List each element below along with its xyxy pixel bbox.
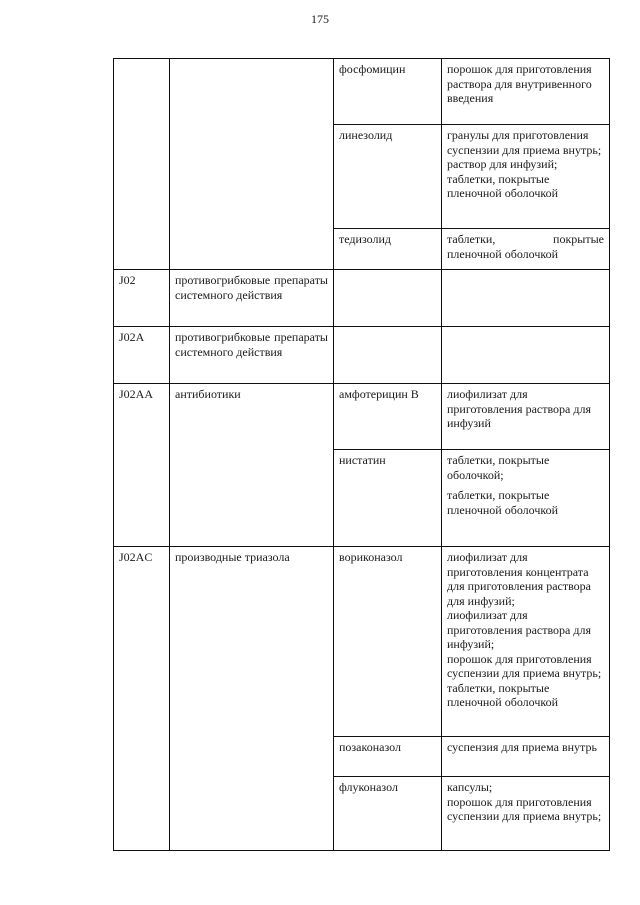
atc-name-cell: противогрибковые препараты системного действия: [170, 327, 334, 384]
dosage-form-cell: [442, 384, 610, 450]
dosage-form-cell: [442, 229, 610, 270]
drug-name-cell: флуконазол: [334, 777, 442, 851]
dosage-form-cell: [442, 270, 610, 327]
dosage-form-text: лиофилизат для приготовления раствора для инфузий;: [447, 608, 591, 651]
table-row: [114, 59, 610, 125]
table-row: [114, 270, 610, 327]
dosage-form-text: лиофилизат для приготовления концентрата для приготовления раствора для инфузий;: [447, 550, 591, 608]
atc-name-cell: производные триазола: [170, 547, 334, 851]
dosage-form-text: таблетки, покрытые пленочной оболочкой: [447, 680, 559, 709]
atc-code-cell: J02AA: [114, 384, 170, 547]
drug-name-cell: [334, 327, 442, 384]
dosage-form-text: капсулы;: [447, 780, 493, 794]
drug-name-cell: линезолид: [334, 125, 442, 229]
drug-name-cell: фосфомицин: [334, 59, 442, 125]
dosage-form-text: порошок для приготовления суспензии для приема внутрь;: [447, 651, 602, 680]
dosage-form-cell: [442, 59, 610, 125]
dosage-form-text: порошок для приготовления суспензии для приема внутрь;: [447, 794, 602, 823]
atc-code-cell: J02A: [114, 327, 170, 384]
drug-name-cell: вориконазол: [334, 547, 442, 737]
dosage-form-cell: [442, 737, 610, 777]
dosage-form-text: порошок для приготовления раствора для внутривенного введения: [447, 62, 592, 105]
dosage-form-text: таблетки, покрытые пленочной оболочкой: [447, 232, 604, 261]
dosage-form-cell: [442, 125, 610, 229]
dosage-form-cell: [442, 777, 610, 851]
dosage-form-text: раствор для инфузий;: [447, 157, 558, 171]
drug-name-cell: тедизолид: [334, 229, 442, 270]
atc-code-cell: J02: [114, 270, 170, 327]
dosage-form-text: лиофилизат для приготовления раствора для инфузий: [447, 387, 591, 430]
dosage-form-text: суспензия для приема внутрь: [447, 740, 597, 754]
drug-classification-table: [113, 58, 610, 851]
drug-name-cell: нистатин: [334, 450, 442, 547]
atc-code-cell: J02AC: [114, 547, 170, 851]
table-row: [114, 327, 610, 384]
drug-name-cell: позаконазол: [334, 737, 442, 777]
table-row: [114, 547, 610, 737]
drug-name-cell: [334, 270, 442, 327]
dosage-form-text: таблетки, покрытые пленочной оболочкой: [447, 171, 559, 200]
page-number: 175: [311, 12, 329, 26]
dosage-form-cell: [442, 547, 610, 737]
atc-name-cell: антибиотики: [170, 384, 334, 547]
table-row: [114, 384, 610, 450]
atc-name-cell: противогрибковые препараты системного действия: [170, 270, 334, 327]
dosage-form-text: таблетки, покрытые пленочной оболочкой: [447, 488, 559, 517]
dosage-form-cell: [442, 327, 610, 384]
dosage-form-text: гранулы для приготовления суспензии для приема внутрь;: [447, 128, 602, 157]
dosage-form-cell: [442, 450, 610, 547]
atc-name-cell: [170, 59, 334, 270]
dosage-form-text: таблетки, покрытые оболочкой;: [447, 453, 550, 482]
atc-code-cell: [114, 59, 170, 270]
drug-name-cell: амфотерицин В: [334, 384, 442, 450]
